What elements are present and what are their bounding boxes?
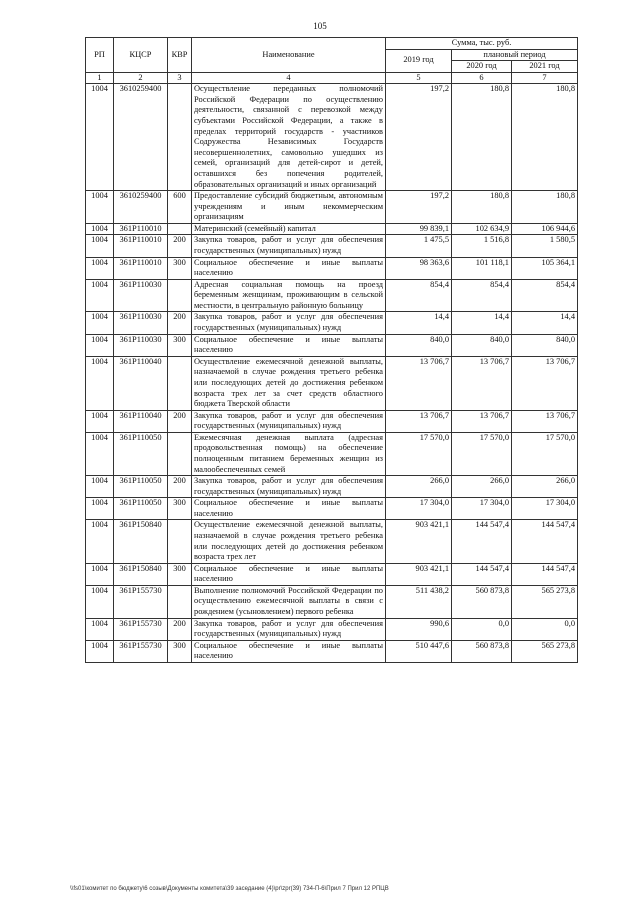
cell-kcsr: 361Р110050 <box>114 476 168 498</box>
table-row <box>86 585 578 618</box>
cell-kcsr: 361Р110010 <box>114 223 168 235</box>
header-2019: 2019 год <box>386 49 452 72</box>
cell-kcsr: 361Р155730 <box>114 640 168 662</box>
table-row <box>86 640 578 662</box>
cell-kvr <box>168 279 192 312</box>
cell-2020: 266,0 <box>452 476 512 498</box>
cell-2021: 840,0 <box>512 334 578 356</box>
cell-2020: 560 873,8 <box>452 585 512 618</box>
cell-kvr: 200 <box>168 312 192 334</box>
cell-2020: 144 547,4 <box>452 520 512 563</box>
cell-kcsr: 361Р110050 <box>114 498 168 520</box>
cell-2021: 106 944,6 <box>512 223 578 235</box>
cell-2021: 144 547,4 <box>512 563 578 585</box>
table-row <box>86 563 578 585</box>
table-row <box>86 84 578 191</box>
cell-2021: 180,8 <box>512 84 578 191</box>
cell-2021: 144 547,4 <box>512 520 578 563</box>
cell-rp: 1004 <box>86 618 114 640</box>
cell-name: Осуществление переданных полномочий Российской Федерации по осуществлению деятельности, связанной с перевозкой между субъектами Российской Федерации, а также в пределах территорий государств - участников Содружества Независимых Государств несовершеннолетних, самовольно ушедших из семей, организаций для детей-сирот и детей, оставшихся без попечения родителей, образовательных организаций и иных организаций <box>192 84 386 191</box>
cell-rp: 1004 <box>86 312 114 334</box>
cell-kcsr: 361Р110040 <box>114 356 168 410</box>
cell-2020: 854,4 <box>452 279 512 312</box>
cell-2020: 17 304,0 <box>452 498 512 520</box>
header-kvr: КВР <box>168 38 192 73</box>
table-row <box>86 618 578 640</box>
cell-2021: 854,4 <box>512 279 578 312</box>
cell-2019: 510 447,6 <box>386 640 452 662</box>
cell-2019: 266,0 <box>386 476 452 498</box>
header-rp: РП <box>86 38 114 73</box>
cell-2020: 17 570,0 <box>452 432 512 475</box>
cell-2021: 266,0 <box>512 476 578 498</box>
table-row <box>86 410 578 432</box>
header-sum: Сумма, тыс. руб. <box>386 38 578 50</box>
cell-name: Социальное обеспечение и иные выплаты населению <box>192 257 386 279</box>
cell-2020: 1 516,8 <box>452 235 512 257</box>
cell-2019: 13 706,7 <box>386 356 452 410</box>
header-num: 5 <box>386 72 452 84</box>
table-row <box>86 356 578 410</box>
file-path-footer: \\fs01\комитет по бюджету\6 созыв\Документы комитета\39 заседание (4)\pr\zpr(39) 734-П-6\Прил 7 Прил 12 РПЦВ <box>70 886 389 892</box>
header-num: 1 <box>86 72 114 84</box>
cell-2019: 14,4 <box>386 312 452 334</box>
cell-rp: 1004 <box>86 223 114 235</box>
cell-kcsr: 361Р110030 <box>114 312 168 334</box>
cell-name: Закупка товаров, работ и услуг для обеспечения государственных (муниципальных) нужд <box>192 410 386 432</box>
cell-kvr: 600 <box>168 191 192 224</box>
header-num: 3 <box>168 72 192 84</box>
table-row <box>86 279 578 312</box>
cell-name: Закупка товаров, работ и услуг для обеспечения государственных (муниципальных) нужд <box>192 235 386 257</box>
table-row <box>86 191 578 224</box>
cell-2020: 180,8 <box>452 191 512 224</box>
cell-kvr <box>168 520 192 563</box>
cell-kvr <box>168 356 192 410</box>
cell-2020: 144 547,4 <box>452 563 512 585</box>
cell-name: Выполнение полномочий Российской Федерации по осуществлению ежемесячной выплаты в связи с рождением (усыновлением) первого ребенка <box>192 585 386 618</box>
cell-name: Социальное обеспечение и иные выплаты населению <box>192 498 386 520</box>
page-number: 105 <box>313 21 327 31</box>
cell-2020: 13 706,7 <box>452 410 512 432</box>
cell-rp: 1004 <box>86 235 114 257</box>
header-num: 2 <box>114 72 168 84</box>
cell-2021: 17 304,0 <box>512 498 578 520</box>
cell-2019: 13 706,7 <box>386 410 452 432</box>
cell-name: Осуществление ежемесячной денежной выплаты, назначаемой в случае рождения третьего ребенка или последующих детей до достижения ребенком возраста трех лет за счет средств областного бюджета Тверской области <box>192 356 386 410</box>
table-row <box>86 334 578 356</box>
cell-rp: 1004 <box>86 257 114 279</box>
table-row <box>86 223 578 235</box>
header-num: 4 <box>192 72 386 84</box>
cell-rp: 1004 <box>86 640 114 662</box>
cell-rp: 1004 <box>86 498 114 520</box>
cell-rp: 1004 <box>86 410 114 432</box>
cell-kvr <box>168 223 192 235</box>
cell-kvr: 200 <box>168 476 192 498</box>
cell-kvr: 200 <box>168 618 192 640</box>
cell-name: Материнский (семейный) капитал <box>192 223 386 235</box>
budget-table <box>85 37 578 663</box>
cell-2021: 180,8 <box>512 191 578 224</box>
cell-kcsr: 361Р150840 <box>114 563 168 585</box>
cell-kcsr: 361Р155730 <box>114 618 168 640</box>
header-plan-period: плановый период <box>452 49 578 61</box>
cell-2021: 14,4 <box>512 312 578 334</box>
cell-kcsr: 361Р150840 <box>114 520 168 563</box>
cell-kvr <box>168 84 192 191</box>
cell-kcsr: 361Р110040 <box>114 410 168 432</box>
cell-kvr <box>168 432 192 475</box>
table-row <box>86 235 578 257</box>
cell-kcsr: 3610259400 <box>114 191 168 224</box>
cell-name: Закупка товаров, работ и услуг для обеспечения государственных (муниципальных) нужд <box>192 618 386 640</box>
cell-2021: 13 706,7 <box>512 356 578 410</box>
cell-2020: 840,0 <box>452 334 512 356</box>
cell-2019: 840,0 <box>386 334 452 356</box>
cell-2019: 903 421,1 <box>386 563 452 585</box>
cell-2021: 13 706,7 <box>512 410 578 432</box>
header-2020: 2020 год <box>452 61 512 73</box>
cell-2021: 105 364,1 <box>512 257 578 279</box>
cell-2019: 903 421,1 <box>386 520 452 563</box>
cell-rp: 1004 <box>86 563 114 585</box>
cell-2019: 511 438,2 <box>386 585 452 618</box>
header-num: 7 <box>512 72 578 84</box>
cell-2019: 990,6 <box>386 618 452 640</box>
cell-kcsr: 361Р110050 <box>114 432 168 475</box>
cell-2019: 99 839,1 <box>386 223 452 235</box>
cell-rp: 1004 <box>86 476 114 498</box>
cell-2020: 0,0 <box>452 618 512 640</box>
header-name: Наименование <box>192 38 386 73</box>
cell-2021: 17 570,0 <box>512 432 578 475</box>
header-kcsr: КЦСР <box>114 38 168 73</box>
cell-rp: 1004 <box>86 432 114 475</box>
cell-2019: 17 304,0 <box>386 498 452 520</box>
cell-kcsr: 361Р155730 <box>114 585 168 618</box>
cell-kvr: 200 <box>168 235 192 257</box>
cell-kcsr: 361Р110030 <box>114 334 168 356</box>
cell-kcsr: 361Р110030 <box>114 279 168 312</box>
table-row <box>86 432 578 475</box>
cell-2019: 1 475,5 <box>386 235 452 257</box>
header-num: 6 <box>452 72 512 84</box>
cell-rp: 1004 <box>86 279 114 312</box>
cell-name: Закупка товаров, работ и услуг для обеспечения государственных (муниципальных) нужд <box>192 476 386 498</box>
cell-rp: 1004 <box>86 334 114 356</box>
cell-name: Ежемесячная денежная выплата (адресная продовольственная помощь) на обеспечение полноценным питанием беременных женщин из малообеспеченных семей <box>192 432 386 475</box>
cell-2021: 565 273,8 <box>512 640 578 662</box>
table-row <box>86 498 578 520</box>
cell-2020: 560 873,8 <box>452 640 512 662</box>
cell-name: Социальное обеспечение и иные выплаты населению <box>192 334 386 356</box>
cell-rp: 1004 <box>86 520 114 563</box>
cell-kvr <box>168 585 192 618</box>
cell-2021: 565 273,8 <box>512 585 578 618</box>
cell-name: Социальное обеспечение и иные выплаты населению <box>192 563 386 585</box>
cell-kcsr: 361Р110010 <box>114 235 168 257</box>
cell-kvr: 300 <box>168 563 192 585</box>
cell-2020: 14,4 <box>452 312 512 334</box>
cell-kvr: 300 <box>168 257 192 279</box>
cell-2020: 13 706,7 <box>452 356 512 410</box>
cell-rp: 1004 <box>86 356 114 410</box>
cell-kcsr: 3610259400 <box>114 84 168 191</box>
cell-2019: 98 363,6 <box>386 257 452 279</box>
cell-2020: 101 118,1 <box>452 257 512 279</box>
cell-name: Адресная социальная помощь на проезд беременным женщинам, проживающим в сельской местности, в центральную районную больницу <box>192 279 386 312</box>
table-body <box>86 84 578 663</box>
cell-2019: 17 570,0 <box>386 432 452 475</box>
header-2021: 2021 год <box>512 61 578 73</box>
cell-2021: 0,0 <box>512 618 578 640</box>
cell-2019: 197,2 <box>386 191 452 224</box>
cell-kvr: 300 <box>168 498 192 520</box>
cell-2019: 197,2 <box>386 84 452 191</box>
cell-kvr: 300 <box>168 640 192 662</box>
cell-kvr: 300 <box>168 334 192 356</box>
cell-2020: 180,8 <box>452 84 512 191</box>
table-row <box>86 476 578 498</box>
table-row <box>86 312 578 334</box>
cell-name: Социальное обеспечение и иные выплаты населению <box>192 640 386 662</box>
cell-rp: 1004 <box>86 191 114 224</box>
table-row <box>86 520 578 563</box>
cell-2019: 854,4 <box>386 279 452 312</box>
cell-name: Закупка товаров, работ и услуг для обеспечения государственных (муниципальных) нужд <box>192 312 386 334</box>
cell-rp: 1004 <box>86 84 114 191</box>
cell-rp: 1004 <box>86 585 114 618</box>
cell-name: Осуществление ежемесячной денежной выплаты, назначаемой в случае рождения третьего ребенка или последующих детей до достижения ребенком возраста трех лет <box>192 520 386 563</box>
table-row <box>86 257 578 279</box>
cell-kvr: 200 <box>168 410 192 432</box>
cell-2021: 1 580,5 <box>512 235 578 257</box>
cell-kcsr: 361Р110010 <box>114 257 168 279</box>
cell-2020: 102 634,9 <box>452 223 512 235</box>
cell-name: Предоставление субсидий бюджетным, автономным учреждениям и иным некоммерческим организациям <box>192 191 386 224</box>
